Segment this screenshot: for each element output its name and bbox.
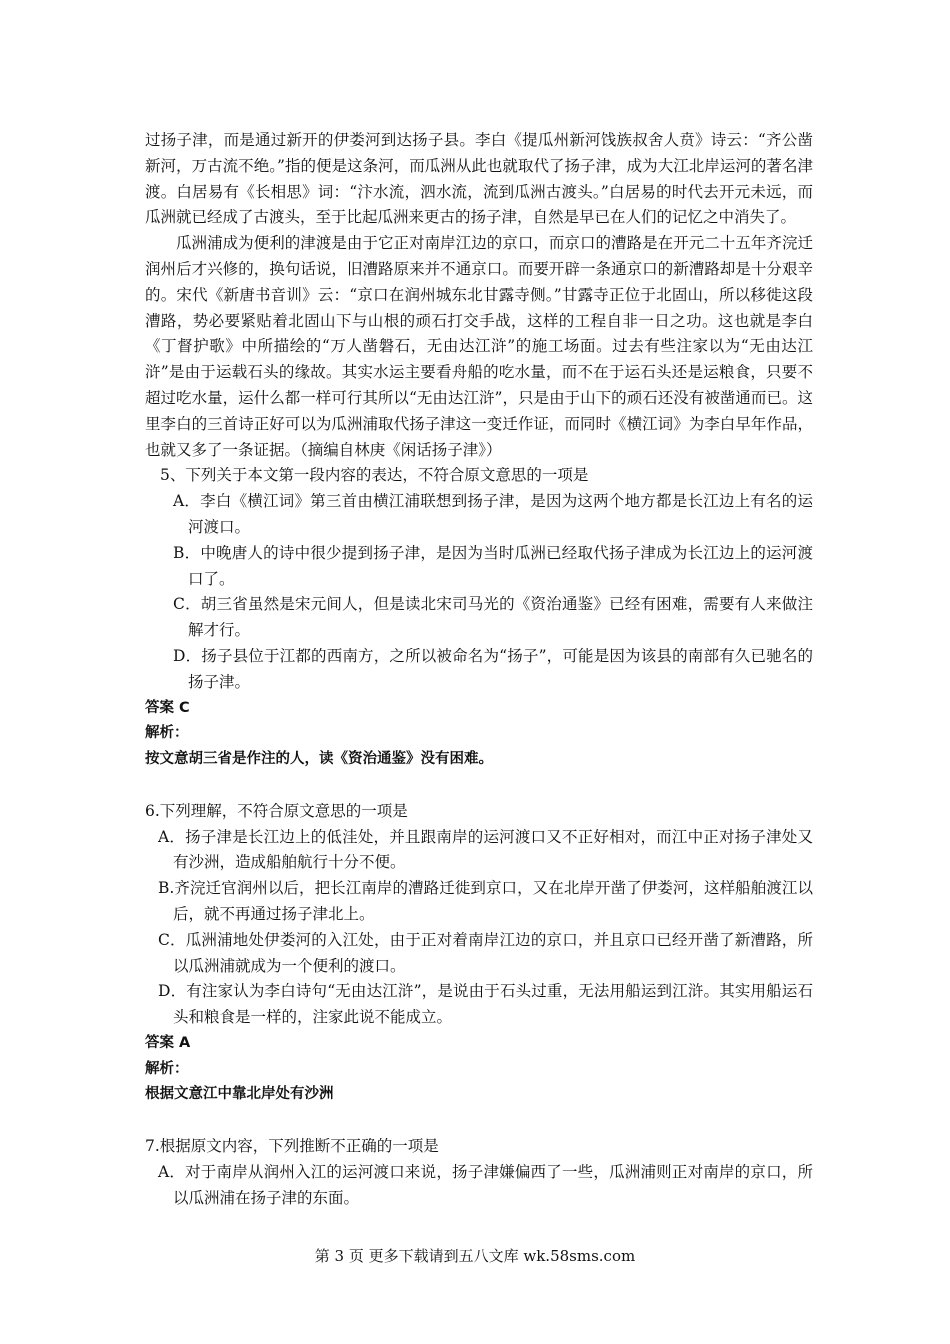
page-footer: 第 3 页 更多下载请到五八文库 wk.58sms.com [314, 1247, 636, 1265]
question-7-option-a: A．对于南岸从润州入江的运河渡口来说，扬子津嫌偏西了一些，瓜洲浦则正对南岸的京口，所以瓜洲浦在扬子津的东面。 [158, 1162, 813, 1207]
passage-paragraph-2: 瓜洲浦成为便利的津渡是由于它正对南岸江边的京口，而京口的漕路是在开元二十五年齐浣迁润州后才兴修的，换句话说，旧漕路原来并不通京口。而要开辟一条通京口的新漕路却是十分艰辛的。宋代《新唐书音训》云：“京口在润州城东北甘露寺侧。”甘露寺正位于北固山，所以移徙这段漕路，势必要紧贴着北固山下与山根的顽石打交手战，这样的工程自非一日之功。这也就是李白《丁督护歌》中所描绘的“万人凿磐石，无由达江浒”的施工场面。过去有些注家以为“无由达江浒”是由于运载石头的缘故。其实水运主要看舟船的吃水量，而不在于运石头还是运粮食，只要不超过吃水量，运什么都一样可行其所以“无由达江浒”，只是由于山下的顽石还没有被凿通而已。这里李白的三首诗正好可以为瓜洲浦取代扬子津这一变迁作证，而同时《横江词》为李白早年作品，也就又多了一条证据。（摘编自林庚《闲话扬子津》） [145, 234, 813, 459]
question-6-analysis: 根据文意江中靠北岸处有沙洲 [145, 1086, 334, 1103]
question-6-option-d: D．有注家认为李白诗句“无由达江浒”，是说由于石头过重，无法用船运到江浒。其实用船运石头和粮食是一样的，注家此说不能成立。 [158, 982, 813, 1027]
question-5-analysis: 按文意胡三省是作注的人，读《资治通鉴》没有困难。 [145, 751, 493, 768]
question-6-stem: 6.下列理解，不符合原文意思的一项是 [145, 801, 408, 820]
question-6-option-c: C．瓜洲浦地处伊娄河的入江处，由于正对着南岸江边的京口，并且京口已经开凿了新漕路，所以瓜洲浦就成为一个便利的渡口。 [158, 930, 813, 975]
question-5-option-c: C．胡三省虽然是宋元间人，但是读北宋司马光的《资治通鉴》已经有困难，需要有人来做注解才行。 [173, 595, 813, 640]
question-6-option-a: A．扬子津是长江边上的低洼处，并且跟南岸的运河渡口又不正好相对，而江中正对扬子津处又有沙洲，造成船舶航行十分不便。 [158, 827, 813, 872]
question-5-option-d: D．扬子县位于江都的西南方，之所以被命名为“扬子”，可能是因为该县的南部有久已驰名的扬子津。 [173, 646, 813, 691]
question-6-answer: 答案 A [145, 1034, 191, 1051]
document-body [145, 128, 813, 1211]
question-5-stem: 5、下列关于本文第一段内容的表达，不符合原文意思的一项是 [160, 466, 589, 485]
spacer [145, 1108, 813, 1134]
question-6-analysis-label: 解析： [145, 1060, 189, 1077]
question-5-answer: 答案 C [145, 699, 190, 716]
question-5-analysis-label: 解析： [145, 725, 189, 742]
question-7-stem: 7.根据原文内容，下列推断不正确的一项是 [145, 1137, 439, 1156]
question-5-option-a: A．李白《横江词》第三首由横江浦联想到扬子津，是因为这两个地方都是长江边上有名的运河渡口。 [173, 492, 813, 536]
question-6-option-b: B.齐浣迁官润州以后，把长江南岸的漕路迁徙到京口，又在北岸开凿了伊娄河，这样船舶渡江以后，就不再通过扬子津北上。 [158, 879, 813, 923]
question-5-option-b: B．中晚唐人的诗中很少提到扬子津，是因为当时瓜洲已经取代扬子津成为长江边上的运河渡口了。 [173, 543, 813, 588]
spacer [145, 773, 813, 799]
passage-paragraph-1: 过扬子津，而是通过新开的伊娄河到达扬子县。李白《提瓜州新河饯族叔舍人贲》诗云：“齐公凿新河，万古流不绝。”指的便是这条河，而瓜洲从此也就取代了扬子津，成为大江北岸运河的著名津渡。白居易有《长相思》词：“汴水流，泗水流，流到瓜洲古渡头。”白居易的时代去开元未远，而瓜洲就已经成了古渡头，至于比起瓜洲来更古的扬子津，自然是早已在人们的记忆之中消失了。 [145, 131, 813, 227]
